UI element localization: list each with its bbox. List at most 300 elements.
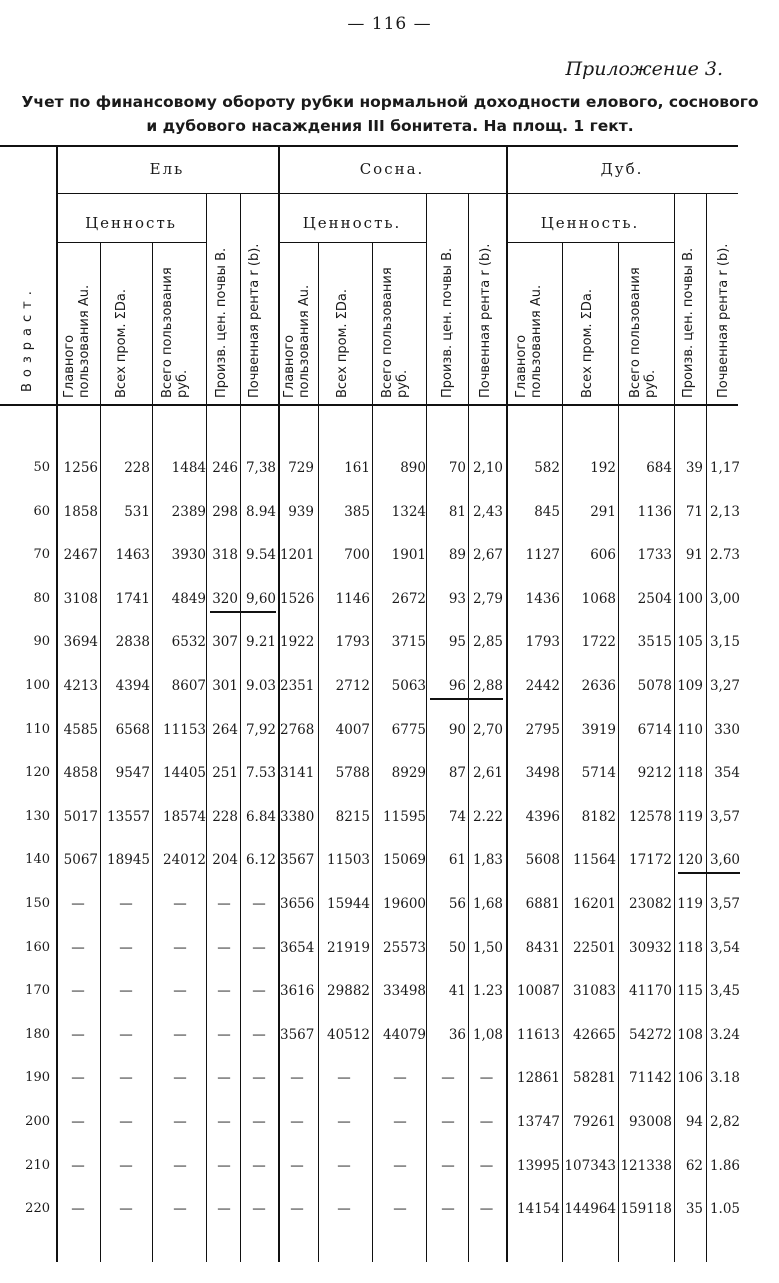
table-cell: 74 xyxy=(448,808,466,825)
table-cell: 161 xyxy=(344,460,370,476)
table-cell: 8182 xyxy=(581,808,616,825)
table-cell: 298 xyxy=(212,503,238,520)
table-cell: — xyxy=(173,1070,187,1087)
table-cell: — xyxy=(479,1070,494,1087)
table-cell: 107343 xyxy=(564,1157,616,1174)
table-cell: 1,68 xyxy=(472,896,503,912)
table-cell: 264 xyxy=(212,721,238,738)
table-cell: — xyxy=(441,1201,455,1218)
table-cell: 1733 xyxy=(637,547,672,564)
age-cell: 100 xyxy=(25,678,50,693)
table-cell: 330 xyxy=(714,721,740,738)
table-cell: 3,00 xyxy=(709,590,740,607)
table-cell: 6532 xyxy=(171,634,206,651)
table-cell: 2672 xyxy=(391,590,426,607)
table-cell: 29882 xyxy=(327,983,370,1000)
age-cell: 50 xyxy=(33,460,50,475)
table-cell: 1256 xyxy=(63,460,98,476)
table-cell: 9.03 xyxy=(245,678,276,694)
table-cell: 14154 xyxy=(517,1201,560,1218)
table-cell: 3,27 xyxy=(709,678,740,694)
table-cell: — xyxy=(393,1114,407,1130)
el-intermediate-header: Всех пром. ΣDa. xyxy=(114,289,129,398)
table-cell: 4396 xyxy=(525,808,560,825)
table-cell: — xyxy=(71,983,85,1000)
column-divider xyxy=(372,242,373,1262)
table-cell: — xyxy=(71,939,85,956)
column-divider xyxy=(240,193,241,1262)
table-cell: 3,54 xyxy=(709,939,740,956)
table-cell: 318 xyxy=(212,547,238,564)
table-cell: 582 xyxy=(534,460,560,476)
table-cell: 3.18 xyxy=(709,1070,740,1087)
table-cell: 228 xyxy=(124,460,150,476)
table-cell: 25573 xyxy=(383,939,426,956)
table-cell: 5714 xyxy=(581,765,616,782)
table-cell: 4007 xyxy=(335,721,370,738)
table-cell: — xyxy=(119,1201,133,1218)
table-cell: 79261 xyxy=(573,1114,616,1130)
age-cell: 170 xyxy=(25,983,50,999)
table-cell: — xyxy=(173,896,187,912)
table-cell: 606 xyxy=(590,547,616,564)
table-cell: 2389 xyxy=(171,503,206,520)
table-cell: 8215 xyxy=(335,808,370,825)
age-cell: 70 xyxy=(33,547,50,563)
species-dub: Дуб. xyxy=(600,160,644,178)
table-cell: — xyxy=(441,1070,455,1087)
age-cell: 180 xyxy=(25,1026,50,1042)
table-cell: 21919 xyxy=(327,939,370,956)
table-cell: 3567 xyxy=(280,1026,315,1043)
table-cell: 2,61 xyxy=(472,765,503,782)
table-cell: 2,13 xyxy=(709,503,740,520)
table-cell: 6.84 xyxy=(245,808,276,825)
table-cell: 23082 xyxy=(629,896,672,912)
age-cell: 190 xyxy=(25,1070,50,1086)
table-cell: 3930 xyxy=(171,547,206,564)
sosna-species-rule xyxy=(278,193,506,194)
table-cell: 320 xyxy=(212,590,238,607)
table-cell: 291 xyxy=(590,503,616,520)
value-group-sosna: Ценность. xyxy=(302,214,402,232)
table-cell: — xyxy=(217,1157,231,1174)
column-divider xyxy=(206,193,207,1262)
table-cell: 1146 xyxy=(335,590,370,607)
table-cell: 1.05 xyxy=(709,1201,740,1218)
table-cell: — xyxy=(173,1157,187,1174)
table-cell: — xyxy=(252,1026,266,1043)
table-cell: 81 xyxy=(448,503,466,520)
table-cell: 94 xyxy=(685,1114,703,1130)
table-cell: — xyxy=(290,1201,304,1218)
table-cell: 2504 xyxy=(637,590,672,607)
table-cell: — xyxy=(393,1201,407,1218)
table-cell: 9.21 xyxy=(245,634,276,651)
column-divider xyxy=(506,147,508,1262)
table-cell: — xyxy=(217,1070,231,1087)
age-cell: 210 xyxy=(25,1157,50,1173)
age-cell: 130 xyxy=(25,808,50,824)
table-cell: 6881 xyxy=(525,896,560,912)
table-cell: 144964 xyxy=(564,1201,616,1218)
table-cell: 3654 xyxy=(280,939,315,956)
table-cell: 11153 xyxy=(163,721,206,738)
table-cell: 1136 xyxy=(637,503,672,520)
table-cell: 13557 xyxy=(107,808,150,825)
table-cell: 204 xyxy=(212,852,238,869)
table-cell: 7.53 xyxy=(245,765,276,782)
table-cell: 118 xyxy=(677,939,703,956)
dub-value-rule xyxy=(506,242,674,243)
table-cell: 1484 xyxy=(171,460,206,476)
table-cell: 385 xyxy=(344,503,370,520)
table-cell: 33498 xyxy=(383,983,426,1000)
table-cell: 11564 xyxy=(573,852,616,869)
table-cell: 5078 xyxy=(637,678,672,694)
column-divider xyxy=(278,147,280,1262)
table-cell: 121338 xyxy=(620,1157,672,1174)
table-cell: 3715 xyxy=(391,634,426,651)
table-cell: 22501 xyxy=(573,939,616,956)
table-title xyxy=(10,90,770,138)
table-cell: 8.94 xyxy=(245,503,276,520)
table-cell: 6568 xyxy=(115,721,150,738)
table-cell: 120 xyxy=(677,852,703,869)
column-divider xyxy=(468,193,469,1262)
dub-main-use-header: Главного пользования Au. xyxy=(514,284,544,398)
top-rule xyxy=(0,145,738,147)
max-rent-underline xyxy=(210,611,276,613)
table-cell: 1793 xyxy=(525,634,560,651)
page-number: — 116 — xyxy=(347,14,432,34)
table-cell: 845 xyxy=(534,503,560,520)
title-line-2: и дубового насаждения III бонитета. На площ. 1 гект. xyxy=(146,117,634,135)
table-cell: 2795 xyxy=(525,721,560,738)
table-cell: 5608 xyxy=(525,852,560,869)
table-cell: 35 xyxy=(685,1201,703,1218)
table-cell: 1722 xyxy=(581,634,616,651)
table-cell: 2,85 xyxy=(472,634,503,651)
table-cell: 8929 xyxy=(391,765,426,782)
column-divider xyxy=(618,242,619,1262)
table-cell: 3,15 xyxy=(709,634,740,651)
max-rent-underline xyxy=(678,872,740,874)
table-cell: — xyxy=(479,1157,494,1174)
table-cell: — xyxy=(119,896,133,912)
sosna-total-header: Всего пользования руб. xyxy=(380,267,410,398)
table-cell: 95 xyxy=(448,634,466,651)
table-cell: 2442 xyxy=(525,678,560,694)
column-divider xyxy=(706,193,707,1262)
table-cell: 3108 xyxy=(63,590,98,607)
table-cell: 17172 xyxy=(629,852,672,869)
table-cell: — xyxy=(479,1114,494,1130)
table-cell: 3,60 xyxy=(709,852,740,869)
table-cell: 93008 xyxy=(629,1114,672,1130)
table-cell: 16201 xyxy=(573,896,616,912)
table-cell: 71 xyxy=(685,503,703,520)
species-sosna: Сосна. xyxy=(359,160,425,178)
age-cell: 80 xyxy=(33,590,50,606)
table-cell: 39 xyxy=(685,460,703,476)
table-cell: — xyxy=(441,1157,455,1174)
table-cell: 3.24 xyxy=(709,1026,740,1043)
table-cell: 3694 xyxy=(63,634,98,651)
table-cell: 2351 xyxy=(280,678,315,694)
table-cell: 3515 xyxy=(637,634,672,651)
table-cell: — xyxy=(119,1070,133,1087)
table-cell: 87 xyxy=(448,765,466,782)
table-cell: — xyxy=(71,1026,85,1043)
table-cell: — xyxy=(119,1114,133,1130)
table-cell: 7,38 xyxy=(245,460,276,476)
el-value-rule xyxy=(56,242,206,243)
table-cell: 4858 xyxy=(63,765,98,782)
table-cell: 1741 xyxy=(115,590,150,607)
table-cell: 8607 xyxy=(171,678,206,694)
table-cell: 2636 xyxy=(581,678,616,694)
table-cell: 1858 xyxy=(63,503,98,520)
table-cell: 11595 xyxy=(383,808,426,825)
table-cell: 251 xyxy=(212,765,238,782)
table-cell: 2,70 xyxy=(472,721,503,738)
table-cell: 11613 xyxy=(517,1026,560,1043)
table-cell: 2768 xyxy=(280,721,315,738)
sosna-value-rule xyxy=(278,242,426,243)
table-cell: 91 xyxy=(685,547,703,564)
age-cell: 120 xyxy=(25,765,50,781)
table-cell: 13747 xyxy=(517,1114,560,1130)
el-soil-price-header: Произв. цен. почвы B. xyxy=(214,247,229,398)
table-cell: 729 xyxy=(288,460,314,476)
value-group-el: Ценность xyxy=(85,214,177,232)
table-cell: 100 xyxy=(677,590,703,607)
table-cell: 30932 xyxy=(629,939,672,956)
age-cell: 60 xyxy=(33,503,50,519)
table-cell: — xyxy=(337,1157,351,1174)
table-cell: 3498 xyxy=(525,765,560,782)
table-cell: — xyxy=(337,1114,351,1130)
table-cell: — xyxy=(173,939,187,956)
table-cell: — xyxy=(290,1114,304,1130)
table-cell: 1,83 xyxy=(472,852,503,869)
table-cell: — xyxy=(252,1201,266,1218)
table-cell: 119 xyxy=(677,808,703,825)
table-cell: 890 xyxy=(400,460,426,476)
table-cell: — xyxy=(252,896,266,912)
table-cell: 5067 xyxy=(63,852,98,869)
table-cell: 119 xyxy=(677,896,703,912)
table-cell: 1901 xyxy=(391,547,426,564)
dub-total-header: Всего пользования руб. xyxy=(628,267,658,398)
table-cell: — xyxy=(71,896,85,912)
sosna-soil-rent-header: Почвенная рента r (b). xyxy=(478,243,493,398)
header-bottom-rule xyxy=(0,404,738,406)
table-cell: 11503 xyxy=(327,852,370,869)
max-rent-underline xyxy=(430,698,503,700)
el-species-rule xyxy=(56,193,278,194)
table-cell: — xyxy=(71,1070,85,1087)
table-cell: 40512 xyxy=(327,1026,370,1043)
table-cell: — xyxy=(290,1070,304,1087)
table-cell: 5017 xyxy=(63,808,98,825)
table-cell: 1068 xyxy=(581,590,616,607)
table-cell: 1463 xyxy=(115,547,150,564)
table-cell: 3141 xyxy=(280,765,315,782)
table-cell: — xyxy=(119,983,133,1000)
table-cell: 3,57 xyxy=(709,896,740,912)
table-cell: — xyxy=(119,1157,133,1174)
table-cell: 71142 xyxy=(629,1070,672,1087)
table-cell: 2,82 xyxy=(709,1114,740,1130)
column-divider xyxy=(152,242,153,1262)
table-cell: 4849 xyxy=(171,590,206,607)
value-group-dub: Ценность. xyxy=(540,214,640,232)
age-cell: 150 xyxy=(25,896,50,911)
age-cell: 200 xyxy=(25,1114,50,1129)
age-cell: 160 xyxy=(25,939,50,955)
table-cell: 3656 xyxy=(280,896,315,912)
table-cell: 93 xyxy=(448,590,466,607)
table-cell: — xyxy=(479,1201,494,1218)
table-cell: 939 xyxy=(288,503,314,520)
sosna-main-use-header: Главного пользования Au. xyxy=(282,284,312,398)
table-cell: 700 xyxy=(344,547,370,564)
table-cell: 56 xyxy=(448,896,466,912)
table-cell: 1.86 xyxy=(709,1157,740,1174)
table-cell: — xyxy=(393,1070,407,1087)
table-cell: 54272 xyxy=(629,1026,672,1043)
table-cell: 3919 xyxy=(581,721,616,738)
table-cell: — xyxy=(71,1157,85,1174)
table-cell: 354 xyxy=(714,765,740,782)
dub-soil-price-header: Произв. цен. почвы B. xyxy=(681,247,696,398)
table-cell: 1922 xyxy=(280,634,315,651)
table-cell: 192 xyxy=(590,460,616,476)
sosna-intermediate-header: Всех пром. ΣDa. xyxy=(335,289,350,398)
table-cell: 90 xyxy=(448,721,466,738)
table-cell: — xyxy=(393,1157,407,1174)
age-cell: 90 xyxy=(33,634,50,650)
table-cell: 1.23 xyxy=(472,983,503,1000)
table-cell: 2,88 xyxy=(472,678,503,694)
table-cell: 6775 xyxy=(391,721,426,738)
table-cell: 9212 xyxy=(637,765,672,782)
table-cell: 15069 xyxy=(383,852,426,869)
table-cell: 301 xyxy=(212,678,238,694)
table-cell: — xyxy=(119,1026,133,1043)
appendix-label: Приложение 3. xyxy=(565,58,723,80)
table-cell: 18574 xyxy=(163,808,206,825)
table-cell: 12578 xyxy=(629,808,672,825)
table-cell: — xyxy=(252,1070,266,1087)
dub-soil-rent-header: Почвенная рента r (b). xyxy=(716,243,731,398)
table-cell: — xyxy=(217,896,231,912)
table-cell: — xyxy=(173,1114,187,1130)
table-cell: — xyxy=(173,1201,187,1218)
table-cell: 4394 xyxy=(115,678,150,694)
column-divider xyxy=(674,193,675,1262)
table-cell: 5063 xyxy=(391,678,426,694)
table-cell: 19600 xyxy=(383,896,426,912)
table-cell: 41 xyxy=(448,983,466,1000)
table-cell: 3,57 xyxy=(709,808,740,825)
column-divider xyxy=(426,193,427,1262)
table-cell: 6714 xyxy=(637,721,672,738)
table-cell: 4213 xyxy=(63,678,98,694)
table-cell: 6.12 xyxy=(245,852,276,869)
dub-intermediate-header: Всех пром. ΣDa. xyxy=(580,289,595,398)
table-cell: 12861 xyxy=(517,1070,560,1087)
table-cell: 13995 xyxy=(517,1157,560,1174)
table-cell: 1324 xyxy=(391,503,426,520)
table-cell: 24012 xyxy=(163,852,206,869)
table-cell: 9,60 xyxy=(245,590,276,607)
table-cell: 8431 xyxy=(525,939,560,956)
el-soil-rent-header: Почвенная рента r (b). xyxy=(247,243,262,398)
table-cell: 2.22 xyxy=(472,808,503,825)
table-cell: 307 xyxy=(212,634,238,651)
table-cell: 110 xyxy=(677,721,703,738)
table-cell: 2838 xyxy=(115,634,150,651)
table-cell: — xyxy=(173,1026,187,1043)
table-cell: 1127 xyxy=(525,547,560,564)
table-cell: 2467 xyxy=(63,547,98,564)
table-cell: 44079 xyxy=(383,1026,426,1043)
table-cell: 4585 xyxy=(63,721,98,738)
table-cell: 1436 xyxy=(525,590,560,607)
column-divider xyxy=(100,242,101,1262)
table-cell: 9547 xyxy=(115,765,150,782)
table-cell: 5788 xyxy=(335,765,370,782)
table-cell: 1793 xyxy=(335,634,370,651)
table-cell: 1,17 xyxy=(709,460,740,476)
table-cell: 2712 xyxy=(335,678,370,694)
table-cell: 108 xyxy=(677,1026,703,1043)
column-divider xyxy=(318,242,319,1262)
table-cell: 228 xyxy=(212,808,238,825)
table-cell: 9.54 xyxy=(245,547,276,564)
table-cell: 3,45 xyxy=(709,983,740,1000)
table-cell: 531 xyxy=(124,503,150,520)
table-cell: 18945 xyxy=(107,852,150,869)
table-cell: 159118 xyxy=(620,1201,672,1218)
table-cell: 89 xyxy=(448,547,466,564)
table-cell: — xyxy=(337,1201,351,1218)
table-cell: 14405 xyxy=(163,765,206,782)
table-cell: — xyxy=(252,983,266,1000)
table-cell: 2,43 xyxy=(472,503,503,520)
table-cell: 2,79 xyxy=(472,590,503,607)
table-cell: — xyxy=(252,939,266,956)
table-cell: 115 xyxy=(677,983,703,1000)
table-cell: 41170 xyxy=(629,983,672,1000)
table-cell: 1,50 xyxy=(472,939,503,956)
table-cell: — xyxy=(71,1114,85,1130)
table-cell: 2.73 xyxy=(709,547,740,564)
table-cell: 1526 xyxy=(280,590,315,607)
table-cell: 684 xyxy=(646,460,672,476)
title-line-1: Учет по финансовому обороту рубки нормальной доходности елового, соснового xyxy=(21,93,759,111)
table-cell: 96 xyxy=(448,678,466,694)
table-cell: — xyxy=(217,939,231,956)
table-cell: — xyxy=(119,939,133,956)
age-cell: 220 xyxy=(25,1201,50,1217)
table-cell: 10087 xyxy=(517,983,560,1000)
column-divider xyxy=(562,242,563,1262)
table-cell: 15944 xyxy=(327,896,370,912)
